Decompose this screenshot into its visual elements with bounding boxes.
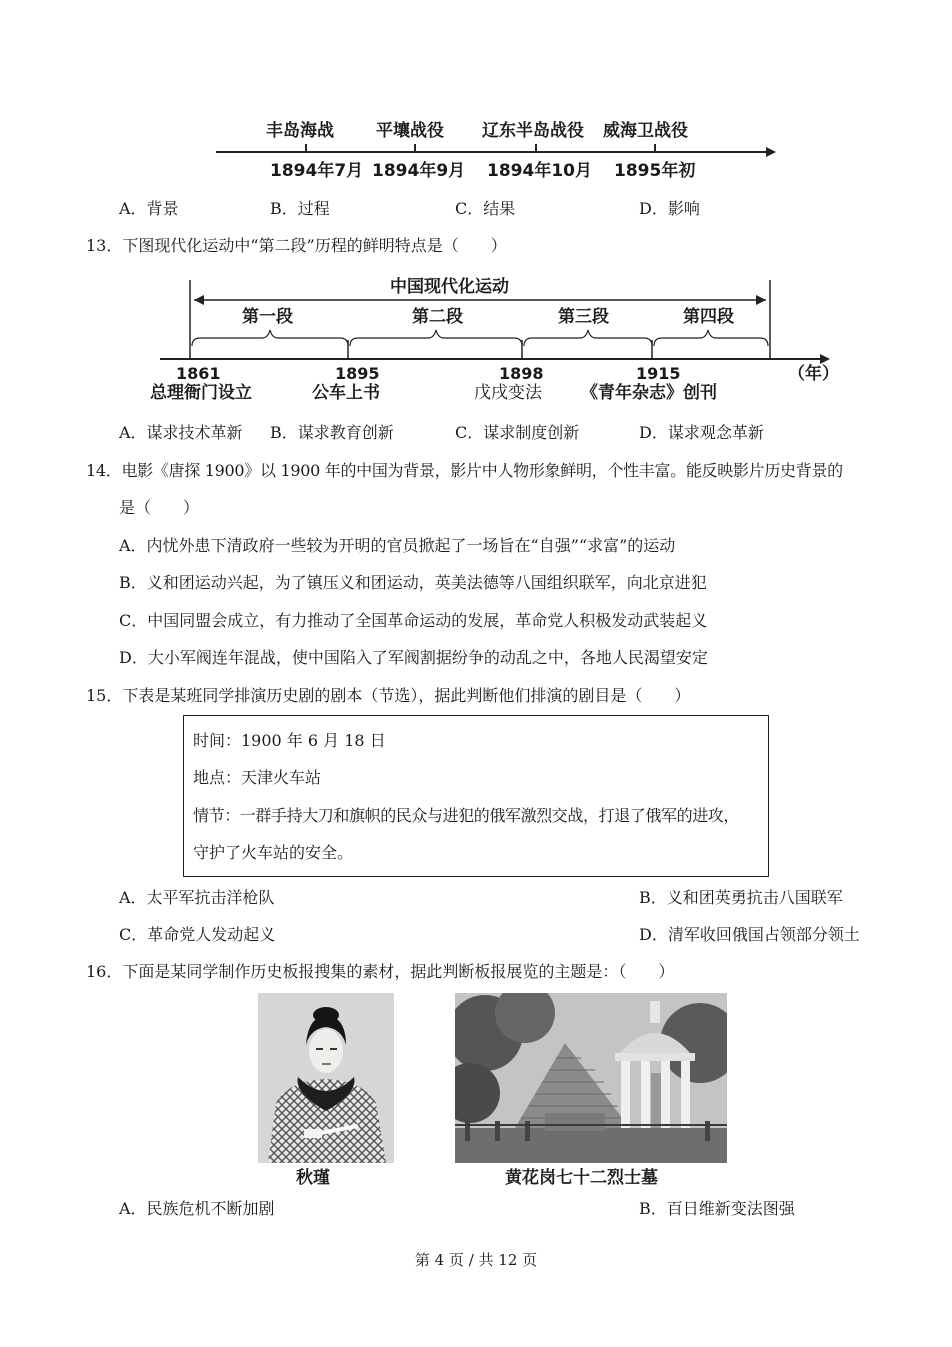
q13-timeline-title: 中国现代化运动: [390, 277, 509, 297]
q16-stem: 16．下面是某同学制作历史板报搜集的素材，据此判断板报展览的主题是：（ ）: [86, 962, 675, 981]
q12-option-d[interactable]: D．影响: [639, 199, 700, 218]
q13-year-1: 1861: [176, 364, 221, 383]
q14-option-b[interactable]: B．义和团运动兴起，为了镇压义和团运动，英美法德等八国组织联军，向北京进犯: [119, 573, 707, 592]
q13-segment-2: 第二段: [412, 307, 463, 327]
q15-box-plot-line1: 情节：一群手持大刀和旗帜的民众与进犯的俄军激烈交战，打退了俄军的进攻，: [193, 806, 740, 825]
q13-axis-unit: （年）: [788, 364, 839, 384]
q14-stem-line2: 是（ ）: [119, 498, 200, 517]
q12-event-3: 辽东半岛战役: [482, 121, 584, 141]
q12-date-4: 1895年初: [614, 161, 696, 181]
q12-option-b[interactable]: B．过程: [270, 199, 330, 218]
qiujin-photo: [258, 993, 394, 1163]
q12-event-4: 威海卫战役: [603, 121, 688, 141]
q12-option-c[interactable]: C．结果: [455, 199, 516, 218]
q13-option-d[interactable]: D．谋求观念革新: [639, 423, 764, 442]
q12-option-a[interactable]: A．背景: [119, 199, 179, 218]
portrait-image: [258, 993, 394, 1163]
q13-year-4: 1915: [636, 364, 681, 383]
q16-option-b[interactable]: B．百日维新变法图强: [639, 1199, 795, 1218]
huanghuagang-caption: 黄花岗七十二烈士墓: [505, 1168, 658, 1188]
q13-event-3: 戊戌变法: [474, 383, 542, 403]
q13-year-3: 1898: [499, 364, 544, 383]
q13-event-1: 总理衙门设立: [150, 383, 252, 403]
q15-box-plot-line2: 守护了火车站的安全。: [193, 843, 354, 862]
q13-option-a[interactable]: A．谋求技术革新: [119, 423, 243, 442]
q13-event-2: 公车上书: [312, 383, 380, 403]
q16-option-a[interactable]: A．民族危机不断加剧: [119, 1199, 275, 1218]
q12-date-1: 1894年7月: [270, 161, 364, 181]
q15-option-b[interactable]: B．义和团英勇抗击八国联军: [639, 888, 843, 907]
q13-segment-4: 第四段: [683, 307, 734, 327]
q15-box-time: 时间：1900 年 6 月 18 日: [193, 731, 386, 750]
q13-option-b[interactable]: B．谋求教育创新: [270, 423, 394, 442]
tomb-image: [455, 993, 727, 1163]
q13-year-2: 1895: [335, 364, 380, 383]
q14-stem-line1: 14．电影《唐探 1900》以 1900 年的中国为背景，影片中人物形象鲜明，个性丰富。能反映影片历史背景的: [86, 461, 843, 480]
q15-stem: 15．下表是某班同学排演历史剧的剧本（节选），据此判断他们排演的剧目是（ ）: [86, 686, 691, 705]
q12-date-3: 1894年10月: [487, 161, 592, 181]
q13-option-c[interactable]: C．谋求制度创新: [455, 423, 580, 442]
q13-stem: 13．下图现代化运动中“第二段”历程的鲜明特点是（ ）: [86, 236, 507, 255]
huanghuagang-photo: [455, 993, 727, 1163]
q12-event-2: 平壤战役: [376, 121, 444, 141]
q12-event-1: 丰岛海战: [266, 121, 334, 141]
qiujin-caption: 秋瑾: [296, 1168, 330, 1188]
q13-segment-1: 第一段: [242, 307, 293, 327]
q15-box-place: 地点：天津火车站: [193, 768, 322, 787]
q15-option-c[interactable]: C．革命党人发动起义: [119, 925, 276, 944]
page-footer: 第 4 页 / 共 12 页: [414, 1251, 538, 1269]
q13-segment-3: 第三段: [558, 307, 609, 327]
q15-option-d[interactable]: D．清军收回俄国占领部分领土: [639, 925, 860, 944]
q14-option-a[interactable]: A．内忧外患下清政府一些较为开明的官员掀起了一场旨在“自强”“求富”的运动: [119, 536, 676, 555]
q15-option-a[interactable]: A．太平军抗击洋枪队: [119, 888, 275, 907]
q14-option-d[interactable]: D．大小军阀连年混战，使中国陷入了军阀割据纷争的动乱之中，各地人民渴望安定: [119, 648, 708, 667]
q13-event-4: 《青年杂志》创刊: [581, 383, 717, 403]
q12-date-2: 1894年9月: [372, 161, 466, 181]
q14-option-c[interactable]: C．中国同盟会成立，有力推动了全国革命运动的发展，革命党人积极发动武装起义: [119, 611, 708, 630]
